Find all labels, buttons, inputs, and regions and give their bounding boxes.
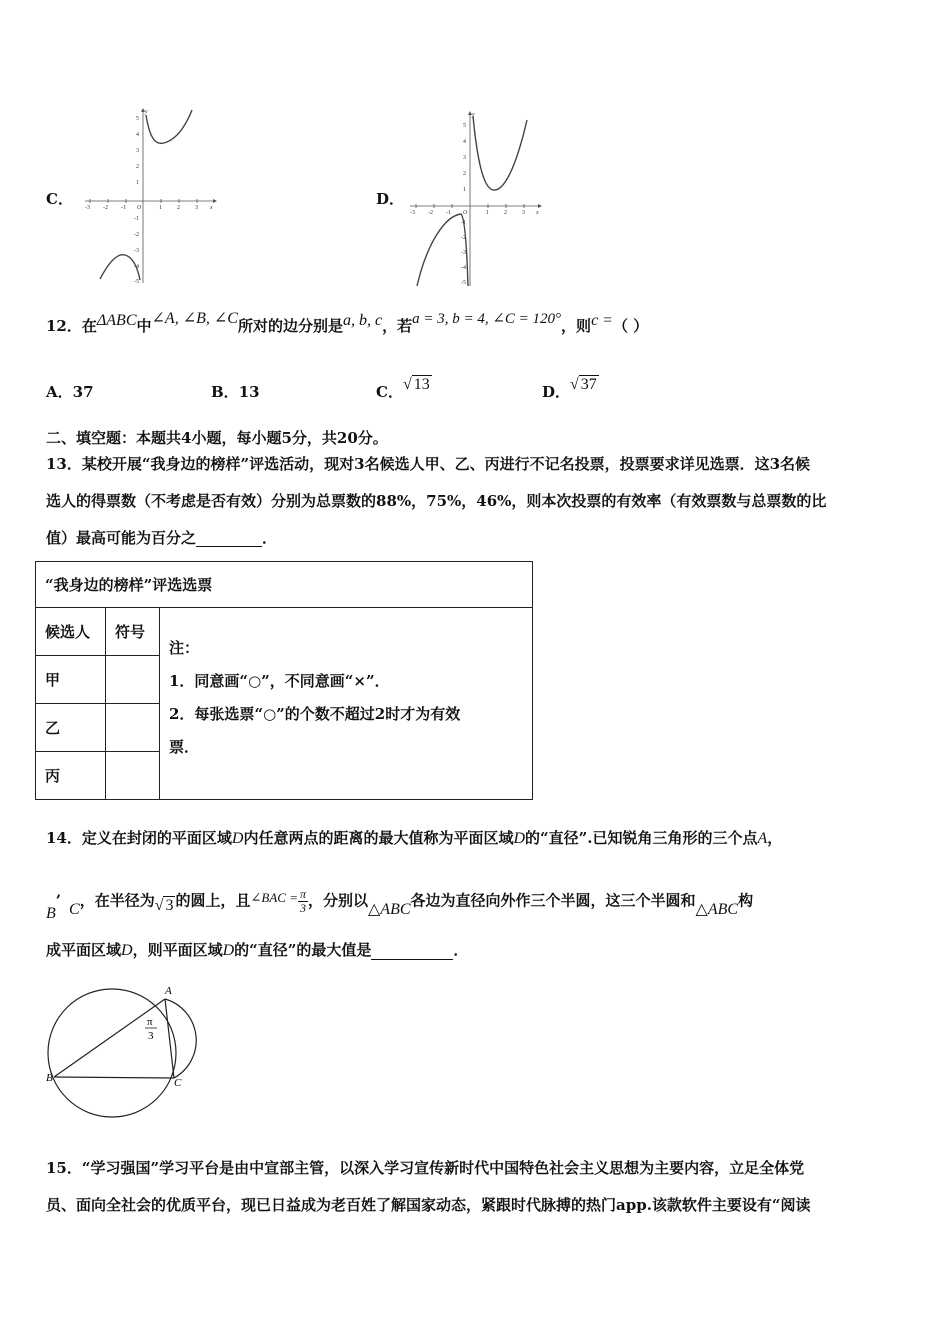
option-d-label: D． — [376, 190, 405, 208]
d-ytick-m3: -3 — [461, 250, 466, 256]
graph-option-c — [80, 105, 220, 285]
candidate-yi: 乙 — [36, 704, 106, 752]
symbol-cell[interactable] — [106, 752, 160, 800]
d-y-axis-label: y — [472, 112, 475, 118]
c-ytick-m3: -3 — [134, 248, 139, 254]
candidate-bing: 丙 — [36, 752, 106, 800]
c-ytick-m5: -5 — [134, 279, 139, 285]
q14-text: ， — [767, 829, 783, 847]
d-xtick-m2: -2 — [428, 210, 433, 216]
d-xtick-m3: -3 — [410, 210, 415, 216]
frac-top: π — [299, 887, 306, 901]
angle-three: 3 — [148, 1030, 154, 1042]
q14-text: ’ — [55, 891, 62, 910]
q14-text: ． — [453, 941, 469, 959]
d-ytick-m4: -4 — [461, 265, 466, 271]
q12-option-c: C．√ 13 — [376, 376, 430, 401]
d-ytick-5: 5 — [463, 123, 466, 129]
q12-condition: a = 3, b = 4, ∠C = 120° — [412, 311, 562, 327]
q12-text: ，若 — [382, 317, 413, 335]
point-b: B — [46, 904, 56, 922]
option-label: A． — [46, 383, 73, 401]
q12-angles: ∠A, ∠B, ∠C — [151, 310, 238, 327]
q12-option-d: D．√ 37 — [542, 376, 597, 401]
label-b: B — [46, 1072, 53, 1084]
q14-text: ，则平面区域 — [132, 941, 223, 959]
section-heading: 二、填空题：本题共4小题，每小题5分，共20分。 — [46, 429, 388, 447]
q14-text: 14．定义在封闭的平面区域 — [46, 829, 232, 847]
d-ytick-4: 4 — [463, 139, 466, 145]
q12-option-a — [46, 383, 94, 401]
d-ytick-m2: -2 — [461, 235, 466, 241]
symbol-cell[interactable] — [106, 704, 160, 752]
q13-line-2: 选人的得票数（不考虑是否有效）分别为总票数的88%，75%，46%，则本次投票的有效率（有效票数与总票数的比 — [46, 492, 827, 510]
region-d: D — [513, 830, 526, 847]
circumcircle — [48, 989, 176, 1117]
ballot-table — [35, 561, 533, 800]
q12-number: 12． — [46, 317, 82, 335]
d-ytick-m1: -1 — [461, 220, 466, 226]
q13-text: ． — [262, 529, 278, 547]
question-12-stem — [46, 310, 649, 336]
angle-pi: π — [147, 1016, 153, 1028]
answer-blank[interactable] — [371, 943, 453, 960]
frac-bottom: 3 — [299, 901, 306, 916]
q14-text: 构 — [738, 891, 754, 910]
c-xtick-m2: -2 — [103, 205, 108, 211]
q12-sides: a, b, c — [342, 312, 383, 329]
d-xtick-1: 1 — [486, 210, 489, 216]
q14-text: 的“直径”的最大值是 — [234, 941, 372, 959]
c-xtick-1: 1 — [159, 205, 162, 211]
option-label: D． — [542, 383, 571, 401]
header-candidate: 候选人 — [36, 608, 106, 656]
option-value: 13 — [238, 383, 260, 401]
d-ytick-1: 1 — [463, 187, 466, 193]
c-ytick-m1: -1 — [134, 216, 139, 222]
q14-line-1 — [46, 829, 782, 848]
q12-option-b — [211, 383, 260, 401]
d-origin: O — [463, 210, 468, 216]
q12-text: 在 — [81, 317, 97, 335]
c-xtick-3: 3 — [195, 205, 198, 211]
option-c-label: C． — [46, 190, 73, 208]
header-symbol: 符号 — [106, 608, 160, 656]
q15-line-2: 员、面向全社会的优质平台，现已日益成为老百姓了解国家动态，紧跟时代脉搏的热门app.该款软件主要设有“阅读 — [46, 1196, 811, 1214]
answer-blank[interactable] — [196, 530, 262, 547]
c-ytick-m4: -4 — [134, 264, 139, 270]
c-ytick-3: 3 — [136, 148, 139, 154]
pi-over-3 — [298, 888, 308, 915]
q14-text: ，分别以 — [307, 891, 368, 910]
c-xtick-m1: -1 — [121, 205, 126, 211]
c-ytick-m2: -2 — [134, 232, 139, 238]
symbol-cell[interactable] — [106, 656, 160, 704]
d-ytick-m5: -5 — [461, 280, 466, 286]
label-a: A — [165, 985, 172, 997]
d-x-axis-label: x — [536, 210, 539, 216]
c-ytick-1: 1 — [136, 180, 139, 186]
q15-line-1: 15．“学习强国”学习平台是由中宣部主管，以深入学习宣传新时代中国特色社会主义思想为主要内容，立足全体党 — [46, 1159, 805, 1177]
candidate-jia: 甲 — [36, 656, 106, 704]
angle-bac: ∠BAC = — [250, 889, 298, 905]
d-ytick-3: 3 — [463, 155, 466, 161]
option-label: C． — [376, 383, 403, 401]
d-xtick-3: 3 — [522, 210, 525, 216]
ballot-notes — [160, 608, 533, 800]
c-y-axis-label: y — [145, 109, 148, 115]
d-curve-right — [473, 116, 527, 190]
note-3: 票． — [169, 738, 200, 756]
graph-option-d — [405, 108, 545, 288]
option-value-sqrt: 37 — [580, 376, 597, 393]
segment-ac — [165, 999, 174, 1078]
c-ytick-5: 5 — [136, 116, 139, 122]
c-ytick-2: 2 — [136, 164, 139, 170]
d-xtick-m1: -1 — [446, 210, 451, 216]
q12-text: 中 — [136, 317, 152, 335]
region-d: D — [222, 942, 235, 959]
triangle-abc: △ABC — [695, 900, 739, 918]
q12-triangle: ΔABC — [96, 312, 137, 329]
c-curve-right — [146, 110, 192, 143]
point-c: C — [69, 900, 80, 918]
q14-text: 各边为直径向外作三个半圆，这三个半圆和 — [410, 891, 696, 910]
region-d: D — [231, 830, 244, 847]
q14-text: 成平面区域 — [46, 941, 122, 959]
d-ytick-2: 2 — [463, 171, 466, 177]
point-a: A — [757, 830, 768, 847]
note-2: 2．每张选票“○”的个数不超过2时才为有效 — [169, 705, 461, 723]
q12-text: 所对的边分别是 — [237, 317, 343, 335]
c-xtick-2: 2 — [177, 205, 180, 211]
c-x-axis-label: x — [210, 205, 213, 211]
segment-bc — [54, 1077, 174, 1078]
option-value: 37 — [72, 383, 94, 401]
c-origin: O — [137, 205, 142, 211]
q13-line-1: 13．某校开展“我身边的榜样”评选活动，现对3名候选人甲、乙、丙进行不记名投票，投票要求详见选票．这3名候 — [46, 455, 811, 473]
triangle-abc: △ABC — [368, 900, 411, 918]
note-title: 注： — [169, 639, 200, 657]
d-xtick-2: 2 — [504, 210, 507, 216]
ballot-title: “我身边的榜样”评选选票 — [36, 562, 533, 608]
region-d: D — [121, 942, 133, 959]
q13-line-3 — [46, 529, 277, 547]
c-ytick-4: 4 — [136, 132, 139, 138]
q14-text: 的圆上，且 — [175, 891, 251, 910]
q14-line-2: B’ C，在半径为√ 3 的圆上，且∠BAC = $\frac{\pi}{3}$ ，分别以△ABC各边为直径向外作三个半圆，这三个半圆和△ABC构 — [46, 887, 754, 922]
q12-text: ，则 — [561, 317, 592, 335]
option-value-sqrt: 13 — [413, 376, 430, 393]
q13-text: 值）最高可能为百分之 — [46, 529, 197, 547]
q12-answer-paren: （ ） — [612, 317, 649, 335]
q14-line-3 — [46, 941, 468, 960]
label-c: C — [174, 1077, 182, 1089]
radius-sqrt3: 3 — [165, 896, 174, 914]
q14-text: 的“直径”.已知锐角三角形的三个点 — [525, 829, 758, 847]
note-1: 1．同意画“○”，不同意画“×”． — [169, 672, 390, 690]
q14-text: ，在半径为 — [79, 891, 155, 910]
q14-text: 内任意两点的距离的最大值称为平面区域 — [243, 829, 514, 847]
q12-unknown: c = — [591, 312, 613, 329]
option-label: B． — [211, 383, 239, 401]
c-xtick-m3: -3 — [85, 205, 90, 211]
circle-figure — [40, 975, 220, 1135]
